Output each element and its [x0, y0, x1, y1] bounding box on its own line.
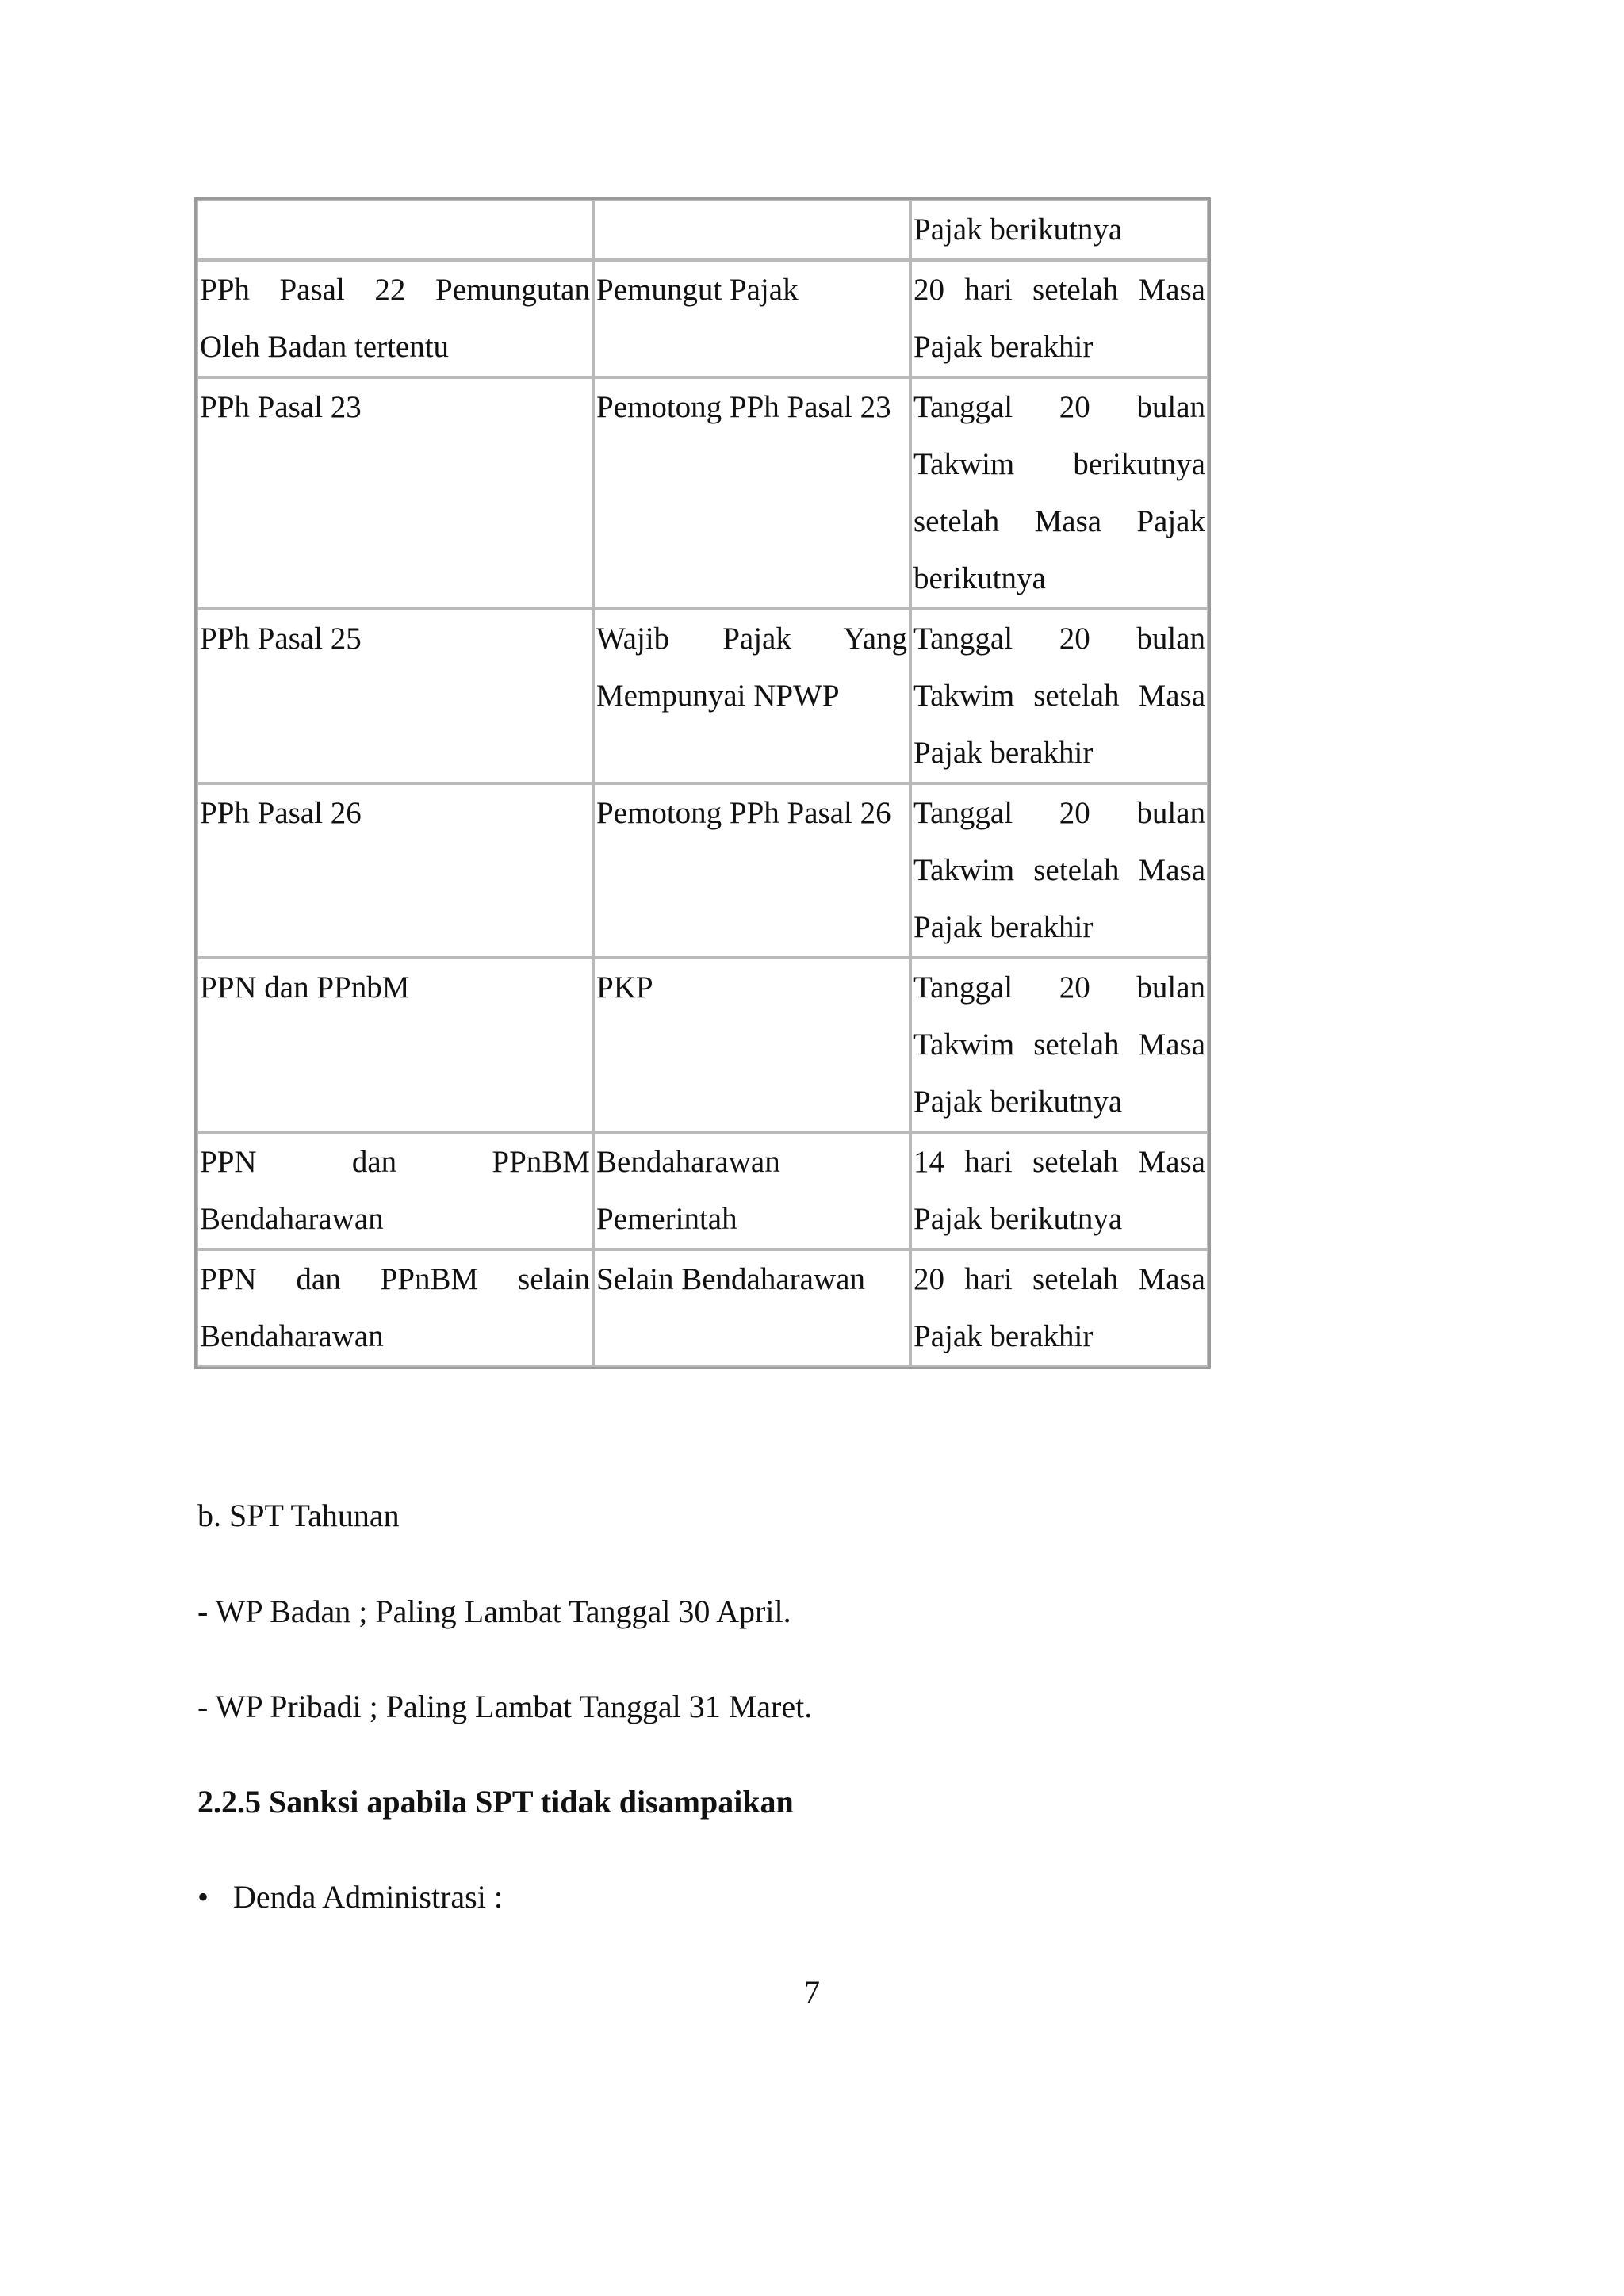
deadline-cell: [910, 783, 1208, 958]
cell-text: PPh Pasal 23: [200, 390, 362, 424]
bullet-text: Denda Administrasi :: [233, 1879, 503, 1915]
cell-text: Wajib Pajak Yang Mempunyai NPWP: [596, 622, 907, 713]
cell-text: Tanggal 20 bulan Takwim berikutnya setelah Masa Pajak berikutnya: [914, 390, 1205, 595]
tax-type-cell: [197, 200, 593, 260]
deadline-cell: [910, 377, 1208, 609]
tax-type-cell: [197, 377, 593, 609]
tax-type-cell: [197, 260, 593, 377]
tax-deadline-table: [194, 197, 1211, 1369]
spt-tahunan-heading: b. SPT Tahunan: [197, 1498, 400, 1533]
tax-type-cell: [197, 609, 593, 783]
responsible-party-cell: [593, 200, 910, 260]
cell-text: Tanggal 20 bulan Takwim setelah Masa Pajak berikutnya: [914, 970, 1205, 1119]
cell-text: PPN dan PPnBM selain Bendaharawan: [200, 1262, 590, 1353]
cell-text: PKP: [596, 970, 653, 1004]
table-row: [197, 260, 1208, 377]
cell-text: 20 hari setelah Masa Pajak berakhir: [914, 1262, 1205, 1353]
cell-text: PPN dan PPnbM: [200, 970, 410, 1004]
cell-text: Bendaharawan Pemerintah: [596, 1145, 780, 1236]
responsible-party-cell: [593, 377, 910, 609]
cell-text: PPh Pasal 22 Pemungutan Oleh Badan tertentu: [200, 273, 590, 364]
cell-text: PPN dan PPnBM Bendaharawan: [200, 1145, 590, 1236]
responsible-party-cell: [593, 783, 910, 958]
cell-text: 20 hari setelah Masa Pajak berakhir: [914, 273, 1205, 364]
cell-text: 14 hari setelah Masa Pajak berikutnya: [914, 1145, 1205, 1236]
responsible-party-cell: [593, 1132, 910, 1249]
table-row: [197, 200, 1208, 260]
deadline-cell: [910, 1132, 1208, 1249]
spt-item-wp-pribadi: - WP Pribadi ; Paling Lambat Tanggal 31 Maret.: [197, 1689, 813, 1724]
deadline-cell: [910, 609, 1208, 783]
page-number: 7: [804, 1974, 820, 2010]
table-row: [197, 1132, 1208, 1249]
cell-text: Pemungut Pajak: [596, 273, 799, 307]
section-heading: 2.2.5 Sanksi apabila SPT tidak disampaikan: [197, 1784, 794, 1820]
responsible-party-cell: [593, 1249, 910, 1367]
table-row: [197, 958, 1208, 1132]
bullet-item: [197, 1878, 503, 1916]
cell-text: Tanggal 20 bulan Takwim setelah Masa Pajak berakhir: [914, 622, 1205, 770]
spt-item-wp-badan: - WP Badan ; Paling Lambat Tanggal 30 April.: [197, 1594, 791, 1629]
tax-type-cell: [197, 1132, 593, 1249]
responsible-party-cell: [593, 958, 910, 1132]
bullet-icon: •: [197, 1879, 209, 1915]
deadline-cell: [910, 260, 1208, 377]
deadline-cell: [910, 1249, 1208, 1367]
deadline-cell: [910, 200, 1208, 260]
tax-type-cell: [197, 958, 593, 1132]
tax-type-cell: [197, 1249, 593, 1367]
table-row: [197, 783, 1208, 958]
table-row: [197, 609, 1208, 783]
table-row: [197, 1249, 1208, 1367]
cell-text: PPh Pasal 26: [200, 796, 362, 830]
cell-text: Tanggal 20 bulan Takwim setelah Masa Pajak berakhir: [914, 796, 1205, 944]
table-row: [197, 377, 1208, 609]
deadline-cell: [910, 958, 1208, 1132]
responsible-party-cell: [593, 260, 910, 377]
tax-type-cell: [197, 783, 593, 958]
cell-text: Pemotong PPh Pasal 26: [596, 796, 891, 830]
cell-text: Pajak berikutnya: [914, 212, 1123, 247]
responsible-party-cell: [593, 609, 910, 783]
cell-text: Pemotong PPh Pasal 23: [596, 390, 891, 424]
cell-text: PPh Pasal 25: [200, 622, 362, 656]
table-body: [197, 200, 1208, 1367]
cell-text: Selain Bendaharawan: [596, 1262, 865, 1296]
